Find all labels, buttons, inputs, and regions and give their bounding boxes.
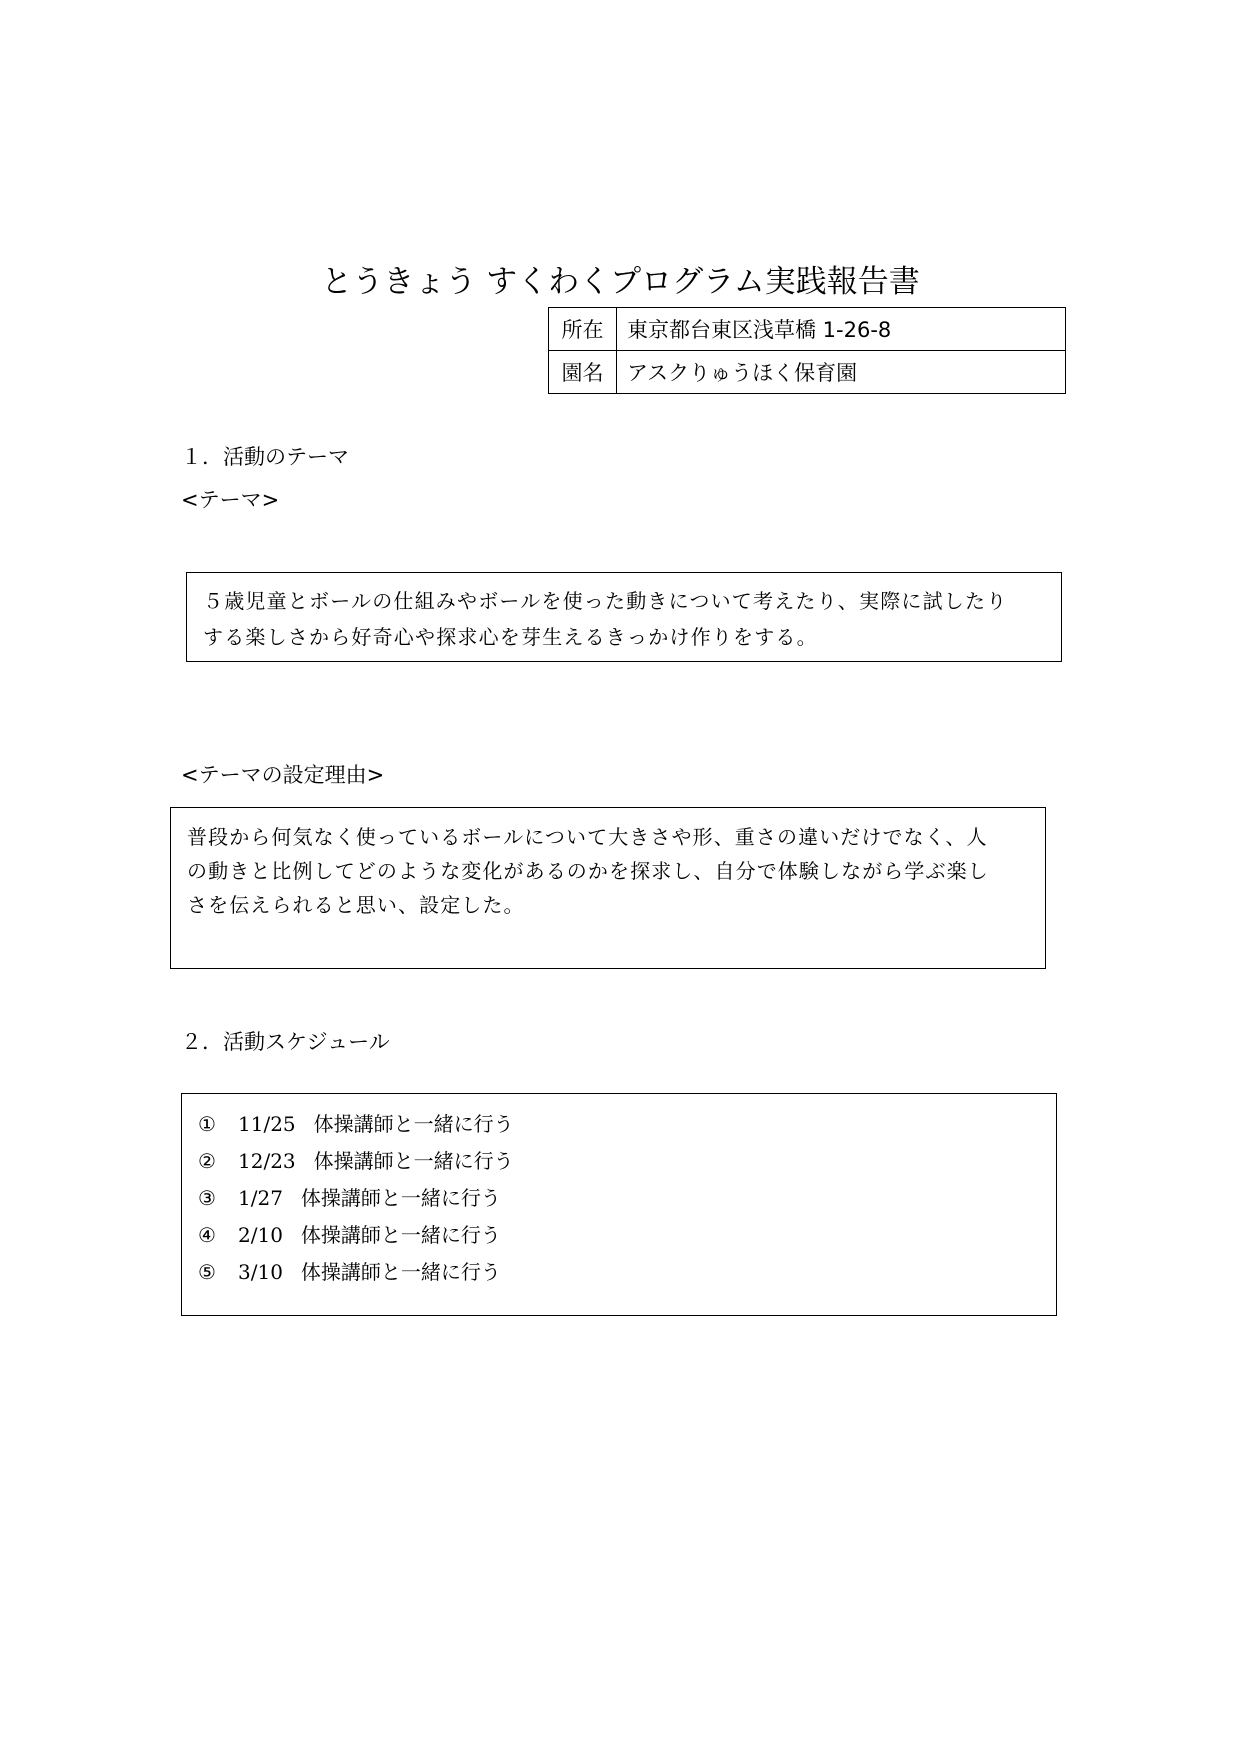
schedule-date: 11/25 [238,1112,296,1136]
schedule-text: 体操講師と一緒に行う [300,1186,501,1210]
schedule-number: ② [198,1149,216,1173]
schedule-number: ⑤ [198,1260,216,1284]
schedule-text: 体操講師と一緒に行う [313,1149,514,1173]
schedule-number: ① [198,1112,216,1136]
reason-label: <テーマの設定理由> [181,763,385,787]
reason-line: 普段から何気なく使っているボールについて大きさや形、重さの違いだけでなく、人 [187,825,988,849]
theme-line: する楽しさから好奇心や探求心を芽生えるきっかけ作りをする。 [203,625,818,649]
theme-box [186,572,1062,662]
theme-label: <テーマ> [181,488,280,512]
section1-heading: １．活動のテーマ [181,445,349,469]
schedule-number: ③ [198,1186,216,1210]
info-row-name [549,351,1066,394]
schedule-item [198,1106,1042,1143]
schedule-text: 体操講師と一緒に行う [300,1260,501,1284]
nursery-name-value: アスクりゅうほく保育園 [617,351,1066,394]
schedule-item [198,1180,1042,1217]
section2-heading: ２．活動スケジュール [181,1030,390,1054]
schedule-item [198,1254,1042,1291]
schedule-item [198,1217,1042,1254]
location-label: 所在 [549,308,617,351]
schedule-text: 体操講師と一緒に行う [300,1223,501,1247]
schedule-date: 3/10 [238,1260,283,1284]
schedule-text: 体操講師と一緒に行う [313,1112,514,1136]
theme-line: ５歳児童とボールの仕組みやボールを使った動きについて考えたり、実際に試したり [203,589,1008,613]
schedule-number: ④ [198,1223,216,1247]
schedule-date: 12/23 [238,1149,296,1173]
reason-line: さを伝えられると思い、設定した。 [187,893,525,917]
schedule-box [181,1093,1057,1316]
info-table [548,307,1066,394]
schedule-date: 1/27 [238,1186,283,1210]
location-value: 東京都台東区浅草橋 1-26-8 [617,308,1066,351]
schedule-date: 2/10 [238,1223,283,1247]
nursery-name-label: 園名 [549,351,617,394]
reason-line: の動きと比例してどのような変化があるのかを探求し、自分で体験しながら学ぶ楽し [187,859,989,883]
schedule-item [198,1143,1042,1180]
document-title: とうきょう すくわくプログラム実践報告書 [321,264,920,300]
info-row-location [549,308,1066,351]
reason-box [170,807,1046,969]
